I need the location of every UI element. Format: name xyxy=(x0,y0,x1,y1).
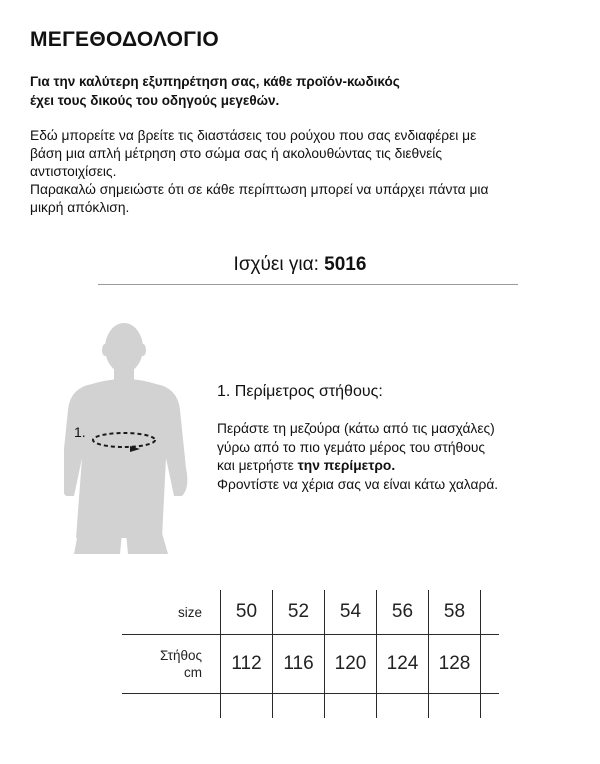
chest-label-line: Στήθος xyxy=(159,648,202,663)
size-cell: 50 xyxy=(221,590,273,635)
size-cell: 58 xyxy=(429,590,481,635)
chest-unit-label: cm xyxy=(184,665,202,680)
measurement-title: 1. Περίμετρος στήθους: xyxy=(217,383,383,400)
table-row-empty xyxy=(122,694,499,719)
size-cell: 54 xyxy=(325,590,377,635)
intro-bold-line: έχει τους δικούς του οδηγούς μεγεθών. xyxy=(30,93,280,108)
size-cell: 56 xyxy=(377,590,429,635)
page-title: ΜΕΓΕΘΟΔΟΛΟΓΙΟ xyxy=(30,28,220,51)
instruction-line: Φροντίστε να χέρια σας να είναι κάτω χαλαρά. xyxy=(217,476,499,492)
size-label: size xyxy=(122,590,221,635)
empty-cell xyxy=(325,694,377,719)
applies-label: Ισχύει για: xyxy=(233,254,319,275)
chest-label xyxy=(122,635,221,694)
empty-cell xyxy=(122,694,221,719)
intro-line: αντιστοιχίσεις. xyxy=(30,164,117,179)
intro-line: μικρή απόκλιση. xyxy=(30,200,130,215)
intro-paragraph xyxy=(30,127,575,217)
intro-bold-text xyxy=(30,72,570,110)
size-cell: 52 xyxy=(273,590,325,635)
intro-line: Παρακαλώ σημειώστε ότι σε κάθε περίπτωση μπορεί να υπάρχει πάντα μια xyxy=(30,182,489,197)
empty-cell xyxy=(429,694,481,719)
chest-cell: 112 xyxy=(221,635,273,694)
chest-cell: 128 xyxy=(429,635,481,694)
chest-cell: 116 xyxy=(273,635,325,694)
size-table xyxy=(122,590,499,718)
table-tail-cell xyxy=(481,635,500,694)
intro-line: Εδώ μπορείτε να βρείτε τις διαστάσεις του ρούχου που σας ενδιαφέρει με xyxy=(30,128,477,143)
divider xyxy=(98,284,518,285)
table-tail-cell xyxy=(481,694,500,719)
empty-cell xyxy=(221,694,273,719)
measurement-instructions xyxy=(217,420,577,494)
intro-bold-line: Για την καλύτερη εξυπηρέτηση σας, κάθε προϊόν-κωδικός xyxy=(30,74,400,89)
instruction-line xyxy=(217,457,577,476)
instruction-line: γύρω από το πιο γεμάτο μέρος του στήθους xyxy=(217,439,486,455)
chest-cell: 124 xyxy=(377,635,429,694)
empty-cell xyxy=(273,694,325,719)
instruction-emphasis: την περίμετρο. xyxy=(297,458,396,473)
instruction-text: και μετρήστε xyxy=(217,458,294,473)
chest-cell: 120 xyxy=(325,635,377,694)
table-row-chest xyxy=(122,635,499,694)
empty-cell xyxy=(377,694,429,719)
table-tail-cell xyxy=(481,590,500,635)
table-row-size xyxy=(122,590,499,635)
applies-to-heading xyxy=(0,254,600,276)
instruction-line: Περάστε τη μεζούρα (κάτω από τις μασχάλες) xyxy=(217,421,495,436)
measure-marker-number: 1. xyxy=(74,424,86,440)
intro-line: βάση μια απλή μέτρηση στο σώμα σας ή ακολουθώντας τις διεθνείς xyxy=(30,146,442,161)
product-code: 5016 xyxy=(324,254,367,275)
